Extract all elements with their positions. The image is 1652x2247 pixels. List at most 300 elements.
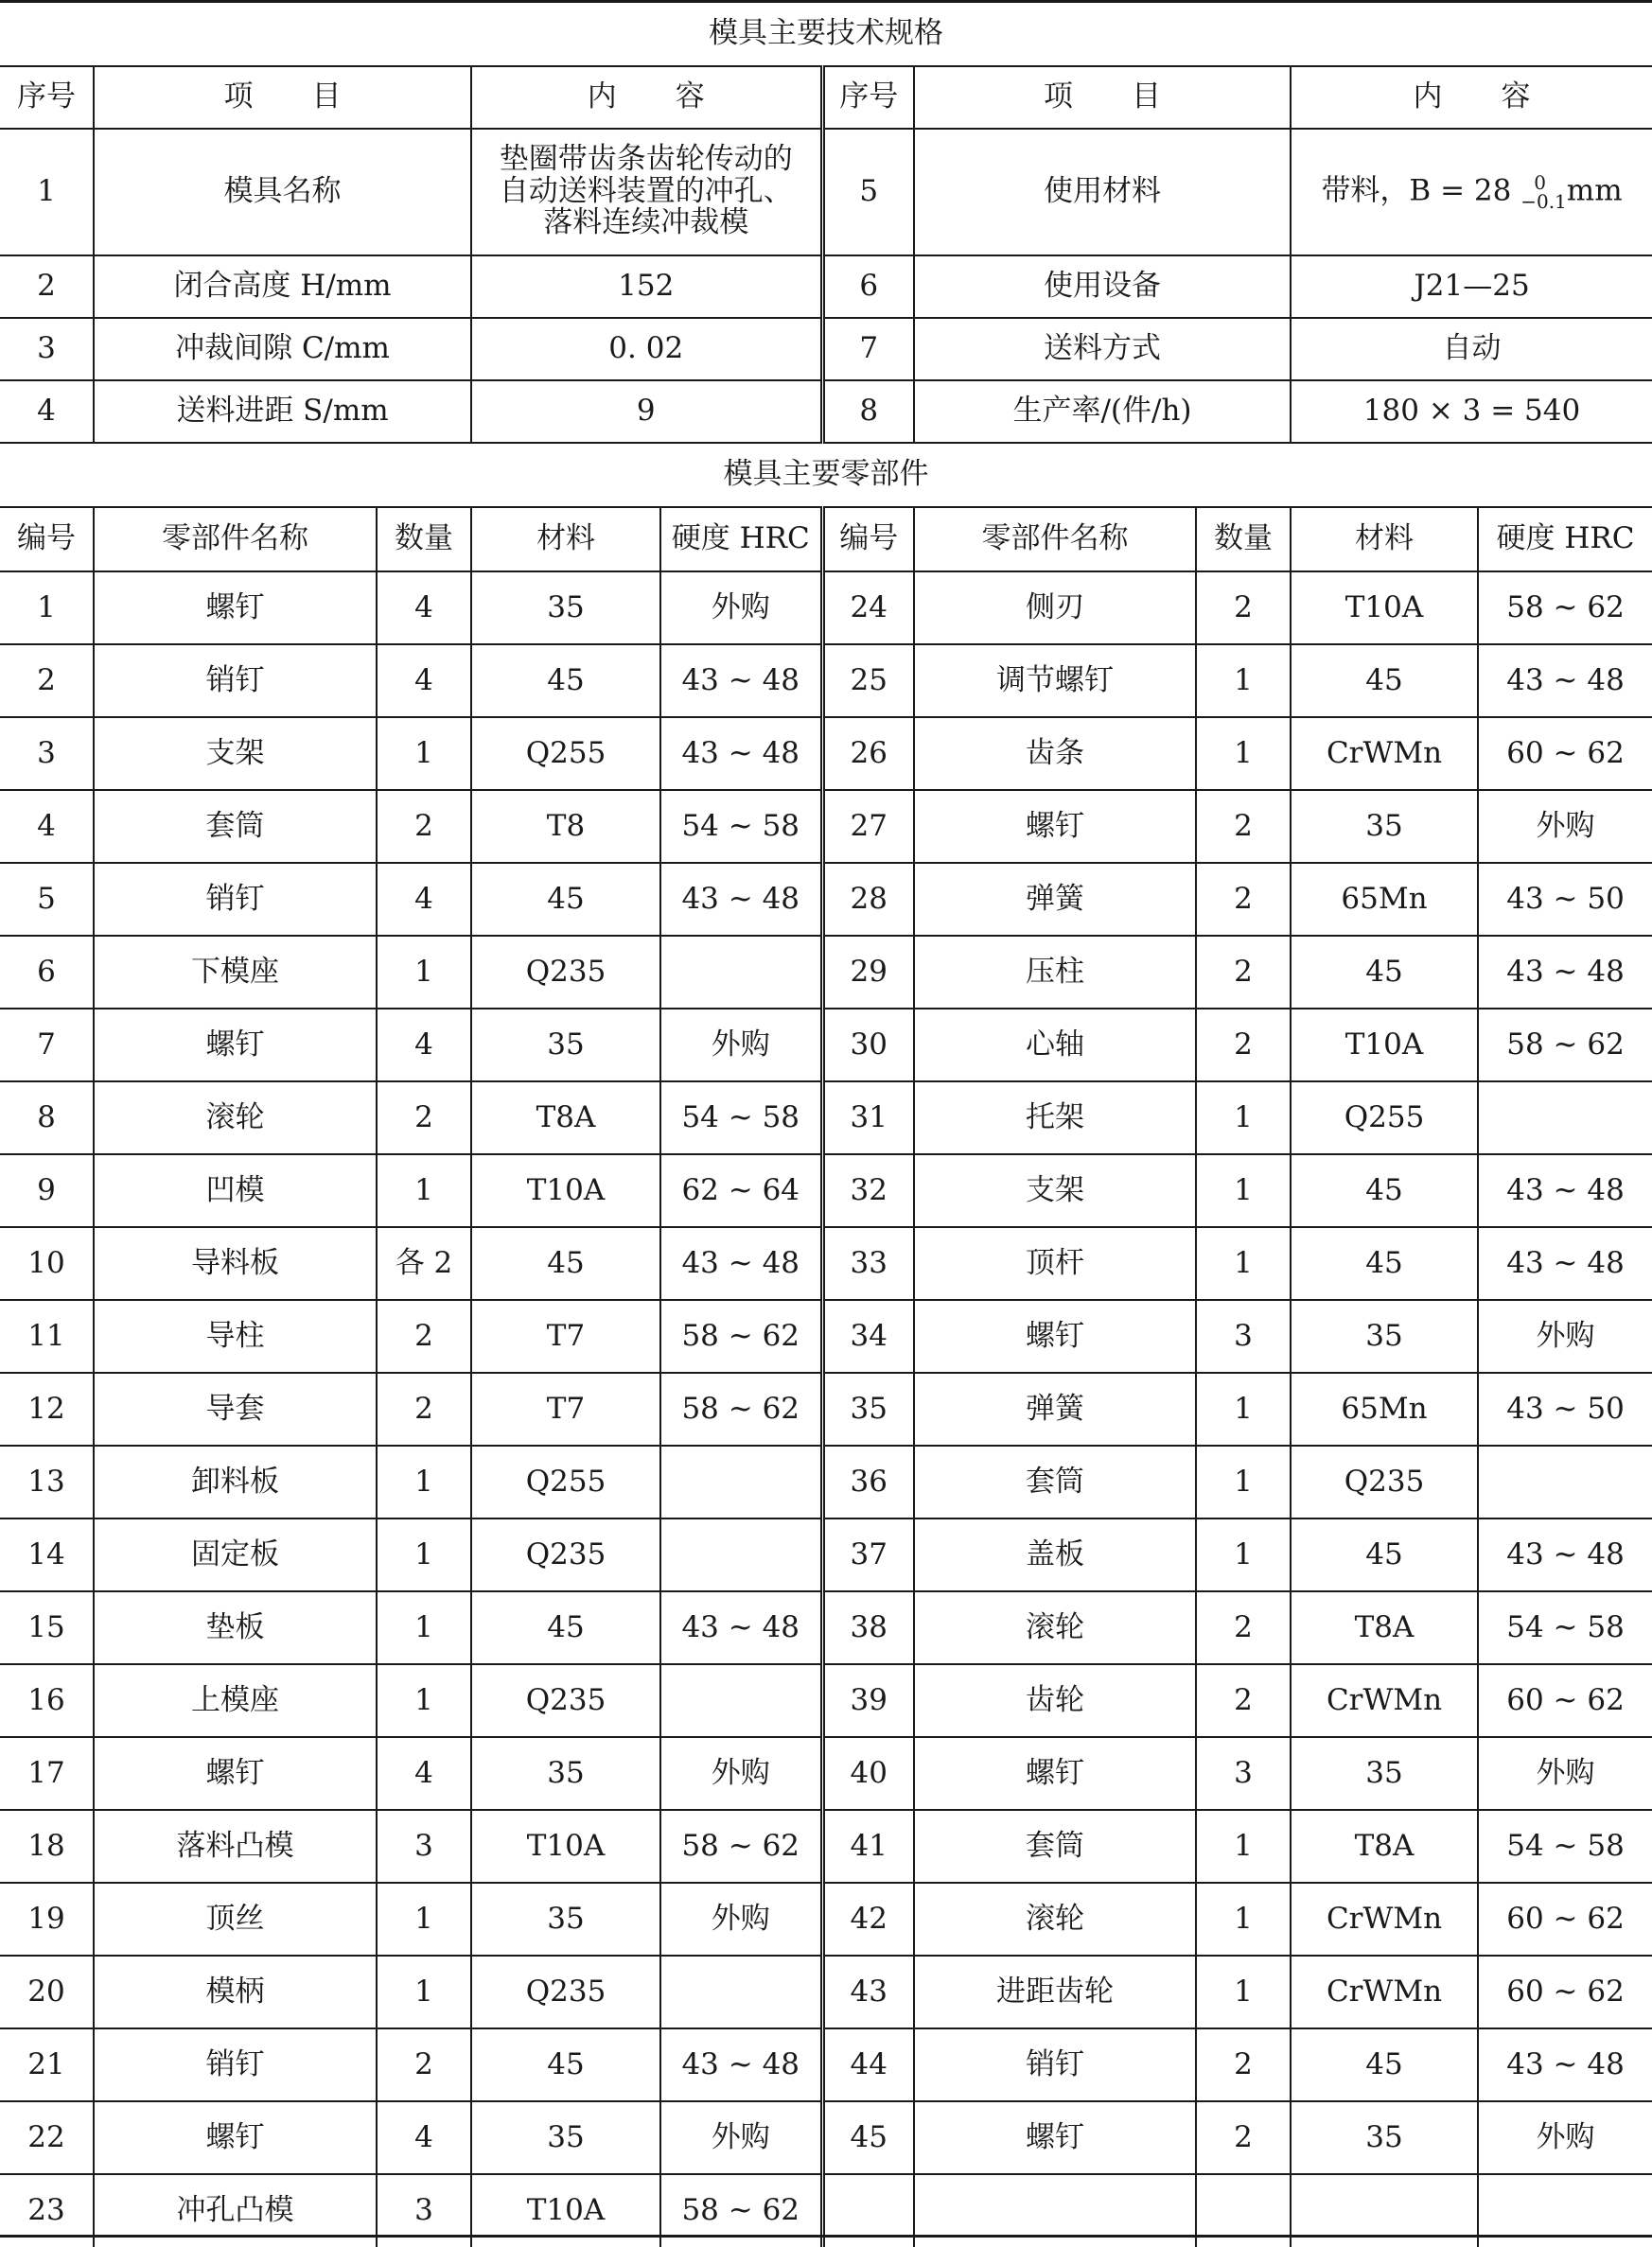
part-name: 下模座 bbox=[94, 936, 377, 1009]
part-name-2: 弹簧 bbox=[914, 1373, 1196, 1446]
part-no: 16 bbox=[0, 1664, 94, 1737]
part-qty-2: 2 bbox=[1196, 2101, 1291, 2174]
part-no-2: 34 bbox=[822, 1300, 914, 1373]
part-no: 10 bbox=[0, 1227, 94, 1300]
part-hardness-2 bbox=[1478, 1081, 1652, 1154]
part-no-2: 37 bbox=[822, 1518, 914, 1591]
part-name-2: 滚轮 bbox=[914, 1591, 1196, 1664]
part-qty-2: 2 bbox=[1196, 863, 1291, 936]
part-qty-2: 2 bbox=[1196, 936, 1291, 1009]
die-spec-table bbox=[0, 3, 1652, 2247]
part-no: 23 bbox=[0, 2174, 94, 2247]
part-qty-2: 2 bbox=[1196, 1009, 1291, 1081]
part-name-2: 滚轮 bbox=[914, 1883, 1196, 1956]
part-no-2: 43 bbox=[822, 1956, 914, 2028]
part-qty: 3 bbox=[377, 1810, 471, 1883]
part-name: 螺钉 bbox=[94, 571, 377, 644]
spec-item-2: 使用材料 bbox=[914, 129, 1291, 255]
spec-value-2: 自动 bbox=[1291, 318, 1652, 380]
part-name-2: 齿轮 bbox=[914, 1664, 1196, 1737]
table-row bbox=[0, 1446, 1652, 1518]
part-material: 35 bbox=[471, 1009, 660, 1081]
part-material: Q235 bbox=[471, 936, 660, 1009]
part-no-2: 28 bbox=[822, 863, 914, 936]
part-no: 3 bbox=[0, 717, 94, 790]
part-no-2: 45 bbox=[822, 2101, 914, 2174]
part-qty: 1 bbox=[377, 1446, 471, 1518]
part-no: 9 bbox=[0, 1154, 94, 1227]
table-row bbox=[0, 936, 1652, 1009]
spec-item-2: 生产率/(件/h) bbox=[914, 380, 1291, 443]
part-material-2: 35 bbox=[1291, 790, 1478, 863]
part-qty-2: 3 bbox=[1196, 1737, 1291, 1810]
table-row bbox=[0, 1081, 1652, 1154]
spec-no-2: 6 bbox=[822, 255, 914, 318]
unit: mm bbox=[1566, 173, 1623, 208]
part-name-2: 顶杆 bbox=[914, 1227, 1196, 1300]
part-hardness: 43 ~ 48 bbox=[660, 1227, 822, 1300]
part-no: 18 bbox=[0, 1810, 94, 1883]
part-no-2: 29 bbox=[822, 936, 914, 1009]
part-hardness-2: 60 ~ 62 bbox=[1478, 1883, 1652, 1956]
part-name: 导柱 bbox=[94, 1300, 377, 1373]
part-hardness: 外购 bbox=[660, 1009, 822, 1081]
material-header-2: 材料 bbox=[1291, 507, 1478, 571]
table-row bbox=[0, 717, 1652, 790]
part-hardness bbox=[660, 936, 822, 1009]
part-qty-2: 1 bbox=[1196, 1956, 1291, 2028]
part-no: 4 bbox=[0, 790, 94, 863]
part-qty-2: 2 bbox=[1196, 1664, 1291, 1737]
part-material-2: 45 bbox=[1291, 644, 1478, 717]
part-no: 6 bbox=[0, 936, 94, 1009]
spec-item: 冲裁间隙 C/mm bbox=[94, 318, 471, 380]
spec-item-2: 送料方式 bbox=[914, 318, 1291, 380]
part-material: Q255 bbox=[471, 717, 660, 790]
spec-value-2: J21—25 bbox=[1291, 255, 1652, 318]
part-hardness-2: 外购 bbox=[1478, 2101, 1652, 2174]
spec-item-2: 使用设备 bbox=[914, 255, 1291, 318]
part-hardness: 58 ~ 62 bbox=[660, 1300, 822, 1373]
table-row bbox=[0, 2174, 1652, 2247]
part-no: 22 bbox=[0, 2101, 94, 2174]
table-row bbox=[0, 1956, 1652, 2028]
part-no-2: 44 bbox=[822, 2028, 914, 2101]
part-name-2: 套筒 bbox=[914, 1810, 1196, 1883]
part-name-2: 螺钉 bbox=[914, 790, 1196, 863]
part-qty-2 bbox=[1196, 2174, 1291, 2247]
part-material: 35 bbox=[471, 571, 660, 644]
part-qty-2: 1 bbox=[1196, 1446, 1291, 1518]
part-qty: 4 bbox=[377, 1009, 471, 1081]
part-qty-2: 3 bbox=[1196, 1300, 1291, 1373]
die-name-text: 垫圈带齿条齿轮传动的自动送料装置的冲孔、落料连续冲裁模 bbox=[499, 142, 793, 240]
part-name: 卸料板 bbox=[94, 1446, 377, 1518]
material-header: 材料 bbox=[471, 507, 660, 571]
spec-item: 送料进距 S/mm bbox=[94, 380, 471, 443]
part-material-2: CrWMn bbox=[1291, 1664, 1478, 1737]
part-material: Q255 bbox=[471, 1446, 660, 1518]
part-qty: 4 bbox=[377, 644, 471, 717]
part-name-2: 调节螺钉 bbox=[914, 644, 1196, 717]
spec-value bbox=[471, 129, 822, 255]
part-material: Q235 bbox=[471, 1956, 660, 2028]
part-hardness: 外购 bbox=[660, 2101, 822, 2174]
part-hardness: 外购 bbox=[660, 571, 822, 644]
part-material: Q235 bbox=[471, 1518, 660, 1591]
part-name: 导料板 bbox=[94, 1227, 377, 1300]
part-hardness-2: 60 ~ 62 bbox=[1478, 1956, 1652, 2028]
part-material-2: 45 bbox=[1291, 1227, 1478, 1300]
part-material-2: 45 bbox=[1291, 2028, 1478, 2101]
table-row bbox=[0, 790, 1652, 863]
part-name: 支架 bbox=[94, 717, 377, 790]
parts-title-row bbox=[0, 443, 1652, 507]
part-name: 套筒 bbox=[94, 790, 377, 863]
table-row bbox=[0, 1518, 1652, 1591]
part-qty: 各 2 bbox=[377, 1227, 471, 1300]
part-name-2: 螺钉 bbox=[914, 2101, 1196, 2174]
part-hardness: 外购 bbox=[660, 1883, 822, 1956]
part-name-2: 螺钉 bbox=[914, 1300, 1196, 1373]
part-qty-2: 1 bbox=[1196, 1081, 1291, 1154]
part-hardness-2: 54 ~ 58 bbox=[1478, 1810, 1652, 1883]
part-hardness-2: 外购 bbox=[1478, 790, 1652, 863]
part-hardness: 43 ~ 48 bbox=[660, 2028, 822, 2101]
part-hardness-2: 外购 bbox=[1478, 1300, 1652, 1373]
part-hardness bbox=[660, 1518, 822, 1591]
part-name-2: 支架 bbox=[914, 1154, 1196, 1227]
part-qty: 1 bbox=[377, 936, 471, 1009]
spec-row bbox=[0, 255, 1652, 318]
part-no-2: 39 bbox=[822, 1664, 914, 1737]
part-no: 2 bbox=[0, 644, 94, 717]
spec-no-2: 7 bbox=[822, 318, 914, 380]
part-no-2 bbox=[822, 2174, 914, 2247]
part-material-2: T8A bbox=[1291, 1810, 1478, 1883]
spec-value-2 bbox=[1291, 129, 1652, 255]
part-material-2: 35 bbox=[1291, 1300, 1478, 1373]
part-hardness-2: 43 ~ 48 bbox=[1478, 644, 1652, 717]
hardness-header-2: 硬度 HRC bbox=[1478, 507, 1652, 571]
part-name: 销钉 bbox=[94, 863, 377, 936]
part-qty: 1 bbox=[377, 717, 471, 790]
part-name-header-2: 零部件名称 bbox=[914, 507, 1196, 571]
part-material-2: 45 bbox=[1291, 936, 1478, 1009]
spec-header-content: 内 容 bbox=[471, 66, 822, 129]
part-material-2: Q235 bbox=[1291, 1446, 1478, 1518]
spec-header-item-2: 项 目 bbox=[914, 66, 1291, 129]
part-hardness-2: 58 ~ 62 bbox=[1478, 571, 1652, 644]
tolerance-lower: −0.1 bbox=[1520, 190, 1567, 213]
part-hardness-2: 54 ~ 58 bbox=[1478, 1591, 1652, 1664]
part-qty-2: 2 bbox=[1196, 1591, 1291, 1664]
part-material-2: 65Mn bbox=[1291, 1373, 1478, 1446]
part-material-2: T10A bbox=[1291, 1009, 1478, 1081]
part-material-2: 65Mn bbox=[1291, 863, 1478, 936]
part-hardness: 43 ~ 48 bbox=[660, 863, 822, 936]
part-material: T8A bbox=[471, 1081, 660, 1154]
part-no-2: 27 bbox=[822, 790, 914, 863]
part-qty: 1 bbox=[377, 1956, 471, 2028]
part-hardness-2: 58 ~ 62 bbox=[1478, 1009, 1652, 1081]
part-hardness-2: 外购 bbox=[1478, 1737, 1652, 1810]
part-qty-2: 2 bbox=[1196, 790, 1291, 863]
qty-header-2: 数量 bbox=[1196, 507, 1291, 571]
part-qty-2: 1 bbox=[1196, 717, 1291, 790]
part-name-2 bbox=[914, 2174, 1196, 2247]
part-material: Q235 bbox=[471, 1664, 660, 1737]
part-hardness: 43 ~ 48 bbox=[660, 1591, 822, 1664]
part-qty: 2 bbox=[377, 1300, 471, 1373]
part-no-2: 25 bbox=[822, 644, 914, 717]
part-no-2: 24 bbox=[822, 571, 914, 644]
table-row bbox=[0, 1591, 1652, 1664]
part-material: 35 bbox=[471, 1883, 660, 1956]
table-row bbox=[0, 863, 1652, 936]
part-qty: 1 bbox=[377, 1591, 471, 1664]
part-no: 1 bbox=[0, 571, 94, 644]
part-name: 螺钉 bbox=[94, 1737, 377, 1810]
part-name-2: 螺钉 bbox=[914, 1737, 1196, 1810]
part-qty: 4 bbox=[377, 863, 471, 936]
table-row bbox=[0, 1810, 1652, 1883]
part-no-2: 26 bbox=[822, 717, 914, 790]
table-row bbox=[0, 1373, 1652, 1446]
spec-no: 1 bbox=[0, 129, 94, 255]
part-material: 45 bbox=[471, 1227, 660, 1300]
part-material: T10A bbox=[471, 1810, 660, 1883]
part-material-2: 35 bbox=[1291, 1737, 1478, 1810]
part-hardness-2: 43 ~ 48 bbox=[1478, 936, 1652, 1009]
part-qty-2: 2 bbox=[1196, 571, 1291, 644]
part-material: T10A bbox=[471, 1154, 660, 1227]
part-name: 固定板 bbox=[94, 1518, 377, 1591]
part-hardness-2: 43 ~ 50 bbox=[1478, 1373, 1652, 1446]
part-name-2: 弹簧 bbox=[914, 863, 1196, 936]
spec-value-2: 180 × 3 = 540 bbox=[1291, 380, 1652, 443]
part-material: T7 bbox=[471, 1300, 660, 1373]
part-name-2: 进距齿轮 bbox=[914, 1956, 1196, 2028]
spec-no: 4 bbox=[0, 380, 94, 443]
part-hardness: 58 ~ 62 bbox=[660, 1810, 822, 1883]
part-material-2: CrWMn bbox=[1291, 1956, 1478, 2028]
spec-header-no: 序号 bbox=[0, 66, 94, 129]
part-name: 销钉 bbox=[94, 2028, 377, 2101]
part-no: 13 bbox=[0, 1446, 94, 1518]
part-hardness bbox=[660, 1956, 822, 2028]
spec-value: 0. 02 bbox=[471, 318, 822, 380]
part-hardness-2: 43 ~ 50 bbox=[1478, 863, 1652, 936]
part-qty: 2 bbox=[377, 1373, 471, 1446]
spec-header-no-2: 序号 bbox=[822, 66, 914, 129]
part-material-2: 45 bbox=[1291, 1518, 1478, 1591]
part-material: 45 bbox=[471, 2028, 660, 2101]
part-qty: 1 bbox=[377, 1664, 471, 1737]
part-no: 8 bbox=[0, 1081, 94, 1154]
tolerance-upper: 0 bbox=[1534, 171, 1546, 194]
table-row bbox=[0, 1883, 1652, 1956]
part-hardness: 43 ~ 48 bbox=[660, 717, 822, 790]
spec-header-content-2: 内 容 bbox=[1291, 66, 1652, 129]
part-name: 销钉 bbox=[94, 644, 377, 717]
part-no: 20 bbox=[0, 1956, 94, 2028]
part-no-2: 32 bbox=[822, 1154, 914, 1227]
part-no: 7 bbox=[0, 1009, 94, 1081]
table-row bbox=[0, 2028, 1652, 2101]
part-hardness: 58 ~ 62 bbox=[660, 1373, 822, 1446]
parts-table-title: 模具主要零部件 bbox=[0, 443, 1652, 507]
spec-header-row bbox=[0, 66, 1652, 129]
part-name-2: 盖板 bbox=[914, 1518, 1196, 1591]
spec-no: 2 bbox=[0, 255, 94, 318]
part-qty-2: 1 bbox=[1196, 1883, 1291, 1956]
part-material: 35 bbox=[471, 2101, 660, 2174]
table-row bbox=[0, 2101, 1652, 2174]
tolerance bbox=[1520, 173, 1567, 211]
part-name-2: 销钉 bbox=[914, 2028, 1196, 2101]
part-no-2: 30 bbox=[822, 1009, 914, 1081]
part-name-2: 压柱 bbox=[914, 936, 1196, 1009]
part-no-2: 38 bbox=[822, 1591, 914, 1664]
part-hardness-2: 60 ~ 62 bbox=[1478, 717, 1652, 790]
part-material-2: CrWMn bbox=[1291, 1883, 1478, 1956]
part-qty: 2 bbox=[377, 790, 471, 863]
spec-table-title: 模具主要技术规格 bbox=[0, 3, 1652, 66]
part-material: T8 bbox=[471, 790, 660, 863]
part-qty-2: 1 bbox=[1196, 1227, 1291, 1300]
part-hardness: 62 ~ 64 bbox=[660, 1154, 822, 1227]
spec-value: 152 bbox=[471, 255, 822, 318]
part-qty: 4 bbox=[377, 1737, 471, 1810]
part-hardness bbox=[660, 1446, 822, 1518]
part-name-2: 侧刃 bbox=[914, 571, 1196, 644]
part-material-2: T8A bbox=[1291, 1591, 1478, 1664]
table-row bbox=[0, 1009, 1652, 1081]
part-name: 凹模 bbox=[94, 1154, 377, 1227]
part-no: 15 bbox=[0, 1591, 94, 1664]
part-hardness: 54 ~ 58 bbox=[660, 790, 822, 863]
part-name-2: 齿条 bbox=[914, 717, 1196, 790]
part-name: 冲孔凸模 bbox=[94, 2174, 377, 2247]
part-qty: 2 bbox=[377, 2028, 471, 2101]
part-material: 35 bbox=[471, 1737, 660, 1810]
part-name: 上模座 bbox=[94, 1664, 377, 1737]
part-material-2: Q255 bbox=[1291, 1081, 1478, 1154]
part-name-2: 托架 bbox=[914, 1081, 1196, 1154]
table-row bbox=[0, 1154, 1652, 1227]
part-no: 12 bbox=[0, 1373, 94, 1446]
qty-header: 数量 bbox=[377, 507, 471, 571]
part-qty-2: 1 bbox=[1196, 1518, 1291, 1591]
parts-header-row bbox=[0, 507, 1652, 571]
part-qty-2: 1 bbox=[1196, 1154, 1291, 1227]
table-row bbox=[0, 1664, 1652, 1737]
part-material-2: CrWMn bbox=[1291, 717, 1478, 790]
part-qty-2: 1 bbox=[1196, 644, 1291, 717]
spec-item: 模具名称 bbox=[94, 129, 471, 255]
spec-no-2: 5 bbox=[822, 129, 914, 255]
part-hardness-2: 43 ~ 48 bbox=[1478, 1518, 1652, 1591]
part-hardness-2: 43 ~ 48 bbox=[1478, 1154, 1652, 1227]
part-no-2: 36 bbox=[822, 1446, 914, 1518]
part-hardness-2: 43 ~ 48 bbox=[1478, 2028, 1652, 2101]
spec-row bbox=[0, 380, 1652, 443]
spec-row bbox=[0, 318, 1652, 380]
part-material: 45 bbox=[471, 863, 660, 936]
spec-value: 9 bbox=[471, 380, 822, 443]
table-row bbox=[0, 1300, 1652, 1373]
part-no: 5 bbox=[0, 863, 94, 936]
table-row bbox=[0, 571, 1652, 644]
spec-no-2: 8 bbox=[822, 380, 914, 443]
part-no-2: 35 bbox=[822, 1373, 914, 1446]
part-qty-2: 1 bbox=[1196, 1810, 1291, 1883]
part-name: 垫板 bbox=[94, 1591, 377, 1664]
part-material-2: 35 bbox=[1291, 2101, 1478, 2174]
part-qty: 2 bbox=[377, 1081, 471, 1154]
part-material: T7 bbox=[471, 1373, 660, 1446]
part-hardness: 58 ~ 62 bbox=[660, 2174, 822, 2247]
part-no-2: 33 bbox=[822, 1227, 914, 1300]
no-header-2: 编号 bbox=[822, 507, 914, 571]
part-qty: 1 bbox=[377, 1518, 471, 1591]
part-hardness: 43 ~ 48 bbox=[660, 644, 822, 717]
part-name: 模柄 bbox=[94, 1956, 377, 2028]
part-name: 顶丝 bbox=[94, 1883, 377, 1956]
spec-no: 3 bbox=[0, 318, 94, 380]
part-no-2: 41 bbox=[822, 1810, 914, 1883]
part-material-2: T10A bbox=[1291, 571, 1478, 644]
part-name: 落料凸模 bbox=[94, 1810, 377, 1883]
part-no-2: 31 bbox=[822, 1081, 914, 1154]
spec-row bbox=[0, 129, 1652, 255]
part-hardness-2 bbox=[1478, 1446, 1652, 1518]
part-qty: 3 bbox=[377, 2174, 471, 2247]
part-hardness-2 bbox=[1478, 2174, 1652, 2247]
part-hardness bbox=[660, 1664, 822, 1737]
no-header: 编号 bbox=[0, 507, 94, 571]
part-material-2 bbox=[1291, 2174, 1478, 2247]
part-material: T10A bbox=[471, 2174, 660, 2247]
part-no: 14 bbox=[0, 1518, 94, 1591]
table-row bbox=[0, 644, 1652, 717]
part-no-2: 42 bbox=[822, 1883, 914, 1956]
part-hardness: 54 ~ 58 bbox=[660, 1081, 822, 1154]
table-row bbox=[0, 1227, 1652, 1300]
part-name-2: 套筒 bbox=[914, 1446, 1196, 1518]
part-qty-2: 1 bbox=[1196, 1373, 1291, 1446]
part-material: 45 bbox=[471, 1591, 660, 1664]
part-no: 19 bbox=[0, 1883, 94, 1956]
part-no: 11 bbox=[0, 1300, 94, 1373]
part-no: 21 bbox=[0, 2028, 94, 2101]
part-no: 17 bbox=[0, 1737, 94, 1810]
part-no-2: 40 bbox=[822, 1737, 914, 1810]
part-qty: 4 bbox=[377, 2101, 471, 2174]
part-name: 滚轮 bbox=[94, 1081, 377, 1154]
part-qty: 4 bbox=[377, 571, 471, 644]
part-qty: 1 bbox=[377, 1883, 471, 1956]
part-name: 螺钉 bbox=[94, 2101, 377, 2174]
part-material-2: 45 bbox=[1291, 1154, 1478, 1227]
part-name: 螺钉 bbox=[94, 1009, 377, 1081]
part-name: 导套 bbox=[94, 1373, 377, 1446]
part-name-2: 心轴 bbox=[914, 1009, 1196, 1081]
part-name-header: 零部件名称 bbox=[94, 507, 377, 571]
part-qty-2: 2 bbox=[1196, 2028, 1291, 2101]
spec-header-item: 项 目 bbox=[94, 66, 471, 129]
